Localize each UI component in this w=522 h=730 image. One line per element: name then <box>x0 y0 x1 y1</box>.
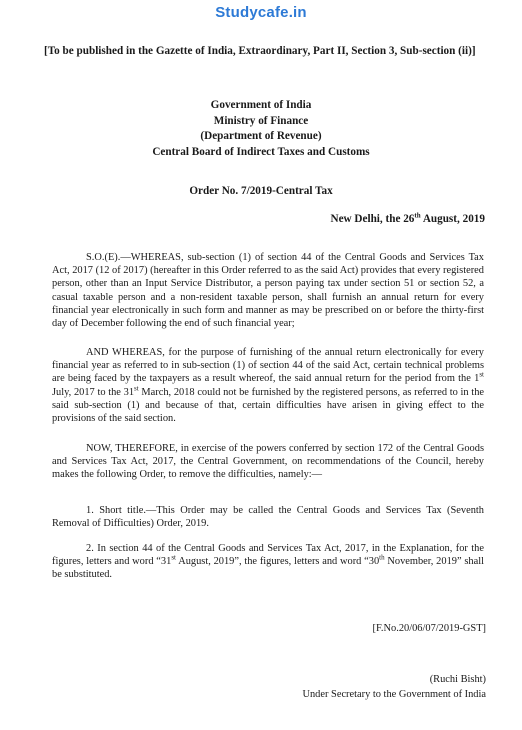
p2-sup2: st <box>134 384 139 393</box>
file-number: [F.No.20/06/07/2019-GST] <box>372 623 486 634</box>
p2-sup1: st <box>479 370 484 379</box>
date-sup: th <box>414 211 421 220</box>
header-department: (Department of Revenue) <box>200 130 322 142</box>
header-government: Government of India <box>210 99 312 111</box>
signatory-name: (Ruchi Bisht) <box>429 674 486 685</box>
p5-sup2: th <box>379 553 385 562</box>
header-board: Central Board of Indirect Taxes and Customs <box>152 145 370 158</box>
paragraph-and-whereas <box>52 346 484 425</box>
date-suffix: August, 2019 <box>420 213 485 225</box>
p2-text-b: July, 2017 to the 31 <box>52 386 135 398</box>
order-date <box>331 213 486 225</box>
date-prefix: New Delhi, the 26 <box>330 213 415 225</box>
gazette-note: [To be published in the Gazette of India, Extraordinary, Part II, Section 3, Sub-section (ii)] <box>44 45 476 57</box>
order-number: Order No. 7/2019-Central Tax <box>189 185 333 197</box>
paragraph-amendment <box>52 542 484 582</box>
p5-sup1: st <box>171 553 176 562</box>
paragraph-now-therefore: NOW, THEREFORE, in exercise of the powers conferred by section 172 of the Central Goods and Services Tax Act, 2017, the Central Government, on recommendations of the Council, hereby makes the following Order, to remove the difficulties, namely:— <box>52 443 484 481</box>
p5-text-a: 2. In section 44 of the Central Goods and Services Tax Act, 2017, in the Explanation, for the figures, letters and word “31 <box>52 543 484 568</box>
paragraph-short-title: 1. Short title.—This Order may be called the Central Goods and Services Tax (Seventh Removal of Difficulties) Order, 2019. <box>52 505 484 530</box>
signatory-block <box>302 672 486 702</box>
signatory-title: Under Secretary to the Government of India <box>302 689 486 700</box>
document-header <box>0 98 522 160</box>
watermark-logo: Studycafe.in <box>215 4 307 21</box>
p2-text-a: AND WHEREAS, for the purpose of furnishing of the annual return electronically for every financial year as referred to in sub-section (1) of section 44 of the said Act, certain technical problems are being faced by the taxpayers as a result whereof, the said annual return for the period from the 1 <box>52 347 484 385</box>
p5-text-b: August, 2019”, the figures, letters and word “30 <box>175 556 380 568</box>
p2-text-c: March, 2018 could not be furnished by the registered persons, as referred to in the said sub-section (1) and because of that, certain difficulties have arisen in giving effect to the provisions of the said section. <box>52 386 484 425</box>
p5-text-c: November, 2019” shall be substituted. <box>52 556 484 581</box>
header-ministry: Ministry of Finance <box>213 114 309 127</box>
paragraph-whereas: S.O.(E).—WHEREAS, sub-section (1) of section 44 of the Central Goods and Services Tax Act, 2017 (12 of 2017) (hereafter in this Order referred to as the said Act) provides that every registered person, other than an Input Service Distributor, a person paying tax under section 51 or section 52, a casual taxable person and a non-resident taxable person, shall furnish an annual return for every financial year electronically in such form and manner as may be prescribed on or before the thirty-first day of December following the end of such financial year; <box>52 252 484 330</box>
